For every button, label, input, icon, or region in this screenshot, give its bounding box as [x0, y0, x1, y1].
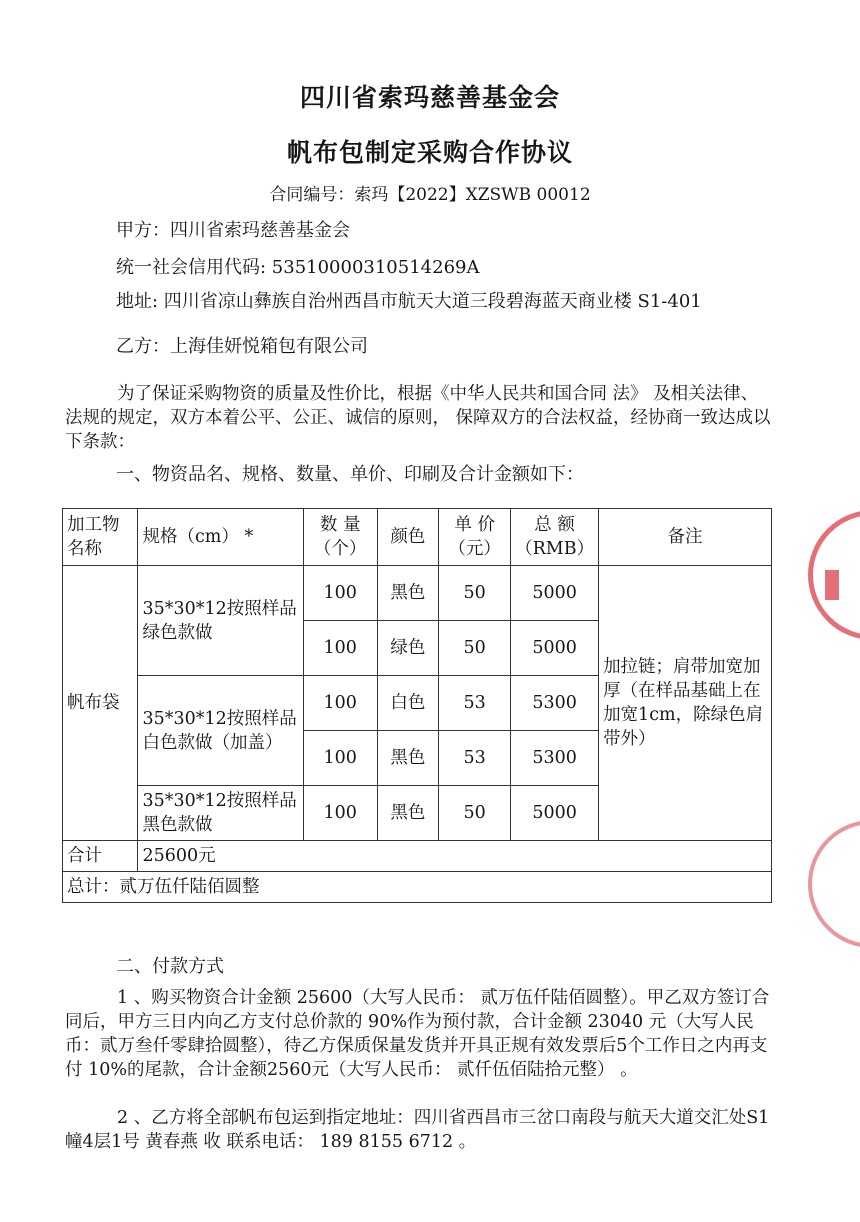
address: 地址: 四川省凉山彝族自治州西昌市航天大道三段碧海蓝天商业楼 S1-401	[116, 291, 702, 312]
payment-clause-1	[65, 986, 775, 1082]
org-title: 四川省索玛慈善基金会	[299, 83, 560, 112]
header-color: 颜色	[377, 509, 439, 566]
qty-cell: 100	[303, 676, 377, 731]
intro-text: 为了保证采购物资的质量及性价比，根据《中华人民共和国合同 法》 及相关法律、法规的规定，双方本着公平、公正、诚信的原则， 保障双方的合法权益，经协商一致达成以下条款：	[65, 384, 771, 452]
payment-text-2: 2 、乙方将全部帆布包运到指定地址：四川省西昌市三岔口南段与航天大道交汇处S1幢4层1号 黄春燕 收 联系电话： 189 8155 6712 。	[65, 1108, 770, 1152]
credit-code: 统一社会信用代码: 53510000310514269A	[116, 257, 480, 278]
sum-value: 25600元	[138, 841, 772, 872]
price-cell: 50	[439, 621, 511, 676]
header-spec: 规格（cm） *	[138, 509, 303, 566]
price-cell: 50	[439, 786, 511, 841]
seal-stamp-bottom	[808, 820, 860, 948]
spec-white: 35*30*12按照样品白色款做（加盖）	[138, 676, 303, 786]
header-name: 加工物名称	[63, 509, 138, 566]
color-cell: 白色	[377, 676, 439, 731]
color-cell: 黑色	[377, 566, 439, 621]
items-table	[62, 508, 772, 903]
total-cell: 5000	[511, 566, 599, 621]
qty-cell: 100	[303, 731, 377, 786]
party-a: 甲方：四川省索玛慈善基金会	[116, 220, 350, 241]
spec-black: 35*30*12按照样品黑色款做	[138, 786, 303, 841]
payment-clause-2	[65, 1106, 775, 1154]
section-2-heading: 二、付款方式	[116, 956, 224, 977]
payment-text-1: 1 、购买物资合计金额 25600（大写人民币： 贰万伍仟陆佰圆整）。甲乙双方签订合同后，甲方三日内向乙方支付总价款的 90%作为预付款，合计金额 23040 元（大写人民币：贰万叁仟零肆拾圆整），待乙方保质保量发货并开具正规有效发票后5个工作日之内再支付 10%的尾款，合计金额2560元（大写人民币： 贰仟伍佰陆拾元整） 。	[65, 988, 770, 1080]
section-1-heading: 一、物资品名、规格、数量、单价、印刷及合计金额如下：	[116, 464, 584, 485]
party-b: 乙方：上海佳妍悦箱包有限公司	[116, 336, 368, 357]
qty-cell: 100	[303, 566, 377, 621]
total-cell: 5300	[511, 731, 599, 786]
total-cell: 5000	[511, 786, 599, 841]
qty-cell: 100	[303, 786, 377, 841]
grand-total-row	[63, 872, 772, 903]
total-cell: 5300	[511, 676, 599, 731]
header-qty: 数 量（个）	[303, 509, 377, 566]
color-cell: 黑色	[377, 731, 439, 786]
color-cell: 绿色	[377, 621, 439, 676]
price-cell: 53	[439, 676, 511, 731]
price-cell: 50	[439, 566, 511, 621]
sum-label: 合计	[63, 841, 138, 872]
total-cell: 5000	[511, 621, 599, 676]
intro-paragraph	[65, 382, 775, 454]
remark-cell: 加拉链；肩带加宽加厚（在样品基础上在加宽1cm，除绿色肩带外）	[599, 566, 772, 841]
seal-stamp-mark	[825, 570, 839, 600]
grand-total-text: 总计：贰万伍仟陆佰圆整	[63, 872, 772, 903]
contract-number: 合同编号：索玛【2022】XZSWB 00012	[269, 185, 591, 205]
header-total: 总 额（RMB）	[511, 509, 599, 566]
product-name: 帆布袋	[63, 566, 138, 841]
table-row	[63, 566, 772, 621]
document-title: 帆布包制定采购合作协议	[286, 138, 573, 167]
color-cell: 黑色	[377, 786, 439, 841]
header-price: 单 价（元）	[439, 509, 511, 566]
sum-row	[63, 841, 772, 872]
qty-cell: 100	[303, 621, 377, 676]
header-remark: 备注	[599, 509, 772, 566]
table-header-row	[63, 509, 772, 566]
price-cell: 53	[439, 731, 511, 786]
spec-green: 35*30*12按照样品绿色款做	[138, 566, 303, 676]
